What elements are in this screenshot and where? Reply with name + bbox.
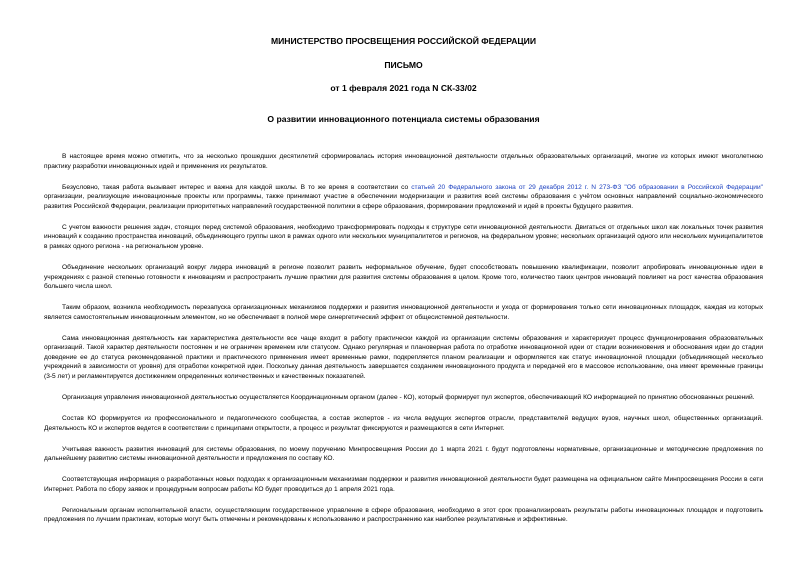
paragraph-2 [44,183,763,212]
paragraph-11: Региональным органам исполнительной власти, осуществляющим государственное управление в сфере образования, необходимо в этот срок проанализировать результаты работы инновационных площадок и подготовить предложения по лучшим практикам, которые могут быть отмечены и рекомендованы к использованию и распространению как наиболее результативные и эффективные. [44,506,763,524]
paragraph-3: С учетом важности решения задач, стоящих перед системой образования, необходимо трансформировать подходы к структуре сети инновационной деятельности. Двигаться от отдельных школ как локальных точек развития инноваций к созданию пространства инноваций, объединяющего группы школ в рамках одного или нескольких муниципалитетов и регионов, на федеральном уровне; нескольких организаций одного или нескольких муниципалитетов в рамках одного региона - на региональном уровне. [44,223,763,250]
document-body [44,152,763,525]
paragraph-5: Таким образом, возникла необходимость перезапуска организационных механизмов поддержки и развития инновационной деятельности и ухода от формирования только сети инновационных площадок, каждая из которых является самостоятельным инновационным элементом, но не обеспечивает в полной мере синергетический эффект от общесистемной деятельности. [44,304,763,321]
paragraph-8: Состав КО формируется из профессионального и педагогического сообщества, а состав экспертов - из числа ведущих экспертов отрасли, представителей ведущих вузов, научных школ, общественных организаций. Деятельность КО и экспертов ведется в соответствии с принципами открытости, а процесс и результат фиксируются и размещаются в сети Интернет. [44,415,763,432]
law-article-link[interactable]: статьей 20 Федерального закона от 29 декабря 2012 г. N 273-ФЗ "Об образовании в Российской Федерации" [411,183,763,191]
ministry-heading: МИНИСТЕРСТВО ПРОСВЕЩЕНИЯ РОССИЙСКОЙ ФЕДЕРАЦИИ [270,36,537,46]
paragraph-6: Сама инновационная деятельность как характеристика деятельности все чаще входит в работу практически каждой из организации системы образования и характеризует процесс функционирования образовательных организаций. Такой характер деятельности постоянен и не ограничен временем или статусом. Однако регулярная и плановерная работа по отработке инновационной идеи от стадии возникновения и обоснования идеи до стадии доведение ее до статуса рекомендованной практики и практического применения имеет временные рамки, подкрепляется планом реализации и оформляется как статус инновационной площадки (объединяющей несколько учреждений в зависимости от уровня) для отработки конкретной идеи. Поскольку данная деятельность завершается созданием инновационного продукта и передачей его в массовое использование, она имеет временные границы (3-5 лет) и регламентируется достижением определенных количественных и качественных показателей. [44,334,763,381]
paragraph-10: Соответствующая информация о разработанных новых подходах к организационным механизмам поддержки и развития инновационной деятельности будет размещена на официальном сайте Минпросвещения России в сети Интернет. Работа по сбору заявок и процедурным вопросам работы КО будет проводиться до 1 апреля 2021 года. [44,476,763,493]
paragraph-2-text-after: организации, реализующие инновационные проекты или программы, также принимают участие в обеспечении модернизации и развития всей системы образования с учётом основных направлений социально-экономического развития Российской Федерации, реализации приоритетных направлений государственной политики в сфере образования, формировании предложений и идей в проекты будущего развития. [44,193,763,210]
document-date-number: от 1 февраля 2021 года N СК-33/02 [330,83,477,93]
paragraph-2-text-before: Безусловно, такая работа вызывает интерес и важна для каждой школы. В то же время в соответствии со [62,183,412,191]
paragraph-4: Объединение нескольких организаций вокруг лидера инноваций в регионе позволит развить неформальное обучение, будет способствовать повышению квалификации, позволит апробировать инновационные идеи в учреждениях с разной степенью готовности к инновациям и распространить лучшие практики для развития системы образования в целом. Кроме того, количество таких центров инноваций повлияет на рост качества образования большего числа школ. [44,263,763,291]
paragraph-9: Учитывая важность развития инноваций для системы образования, по моему поручению Минпросвещения России до 1 марта 2021 г. будут подготовлены нормативные, организационные и методические предложения по дальнейшему развитию системы инновационной деятельности и предложения по составу КО. [44,445,763,463]
document-type: ПИСЬМО [384,60,423,70]
paragraph-7: Организация управления инновационной деятельностью осуществляется Координационным органом (далее - КО), который формирует пул экспертов, обеспечивающий КО информацией по принятию обоснованных решений. [62,394,755,402]
document-subject: О развитии инновационного потенциала системы образования [267,114,540,124]
paragraph-1: В настоящее время можно отметить, что за несколько прошедших десятилетий сформировалась история инновационной деятельности отдельных образовательных организаций, многие из которых имеют многолетнюю практику разработки инновационных идей и применения их результатов. [44,153,763,170]
